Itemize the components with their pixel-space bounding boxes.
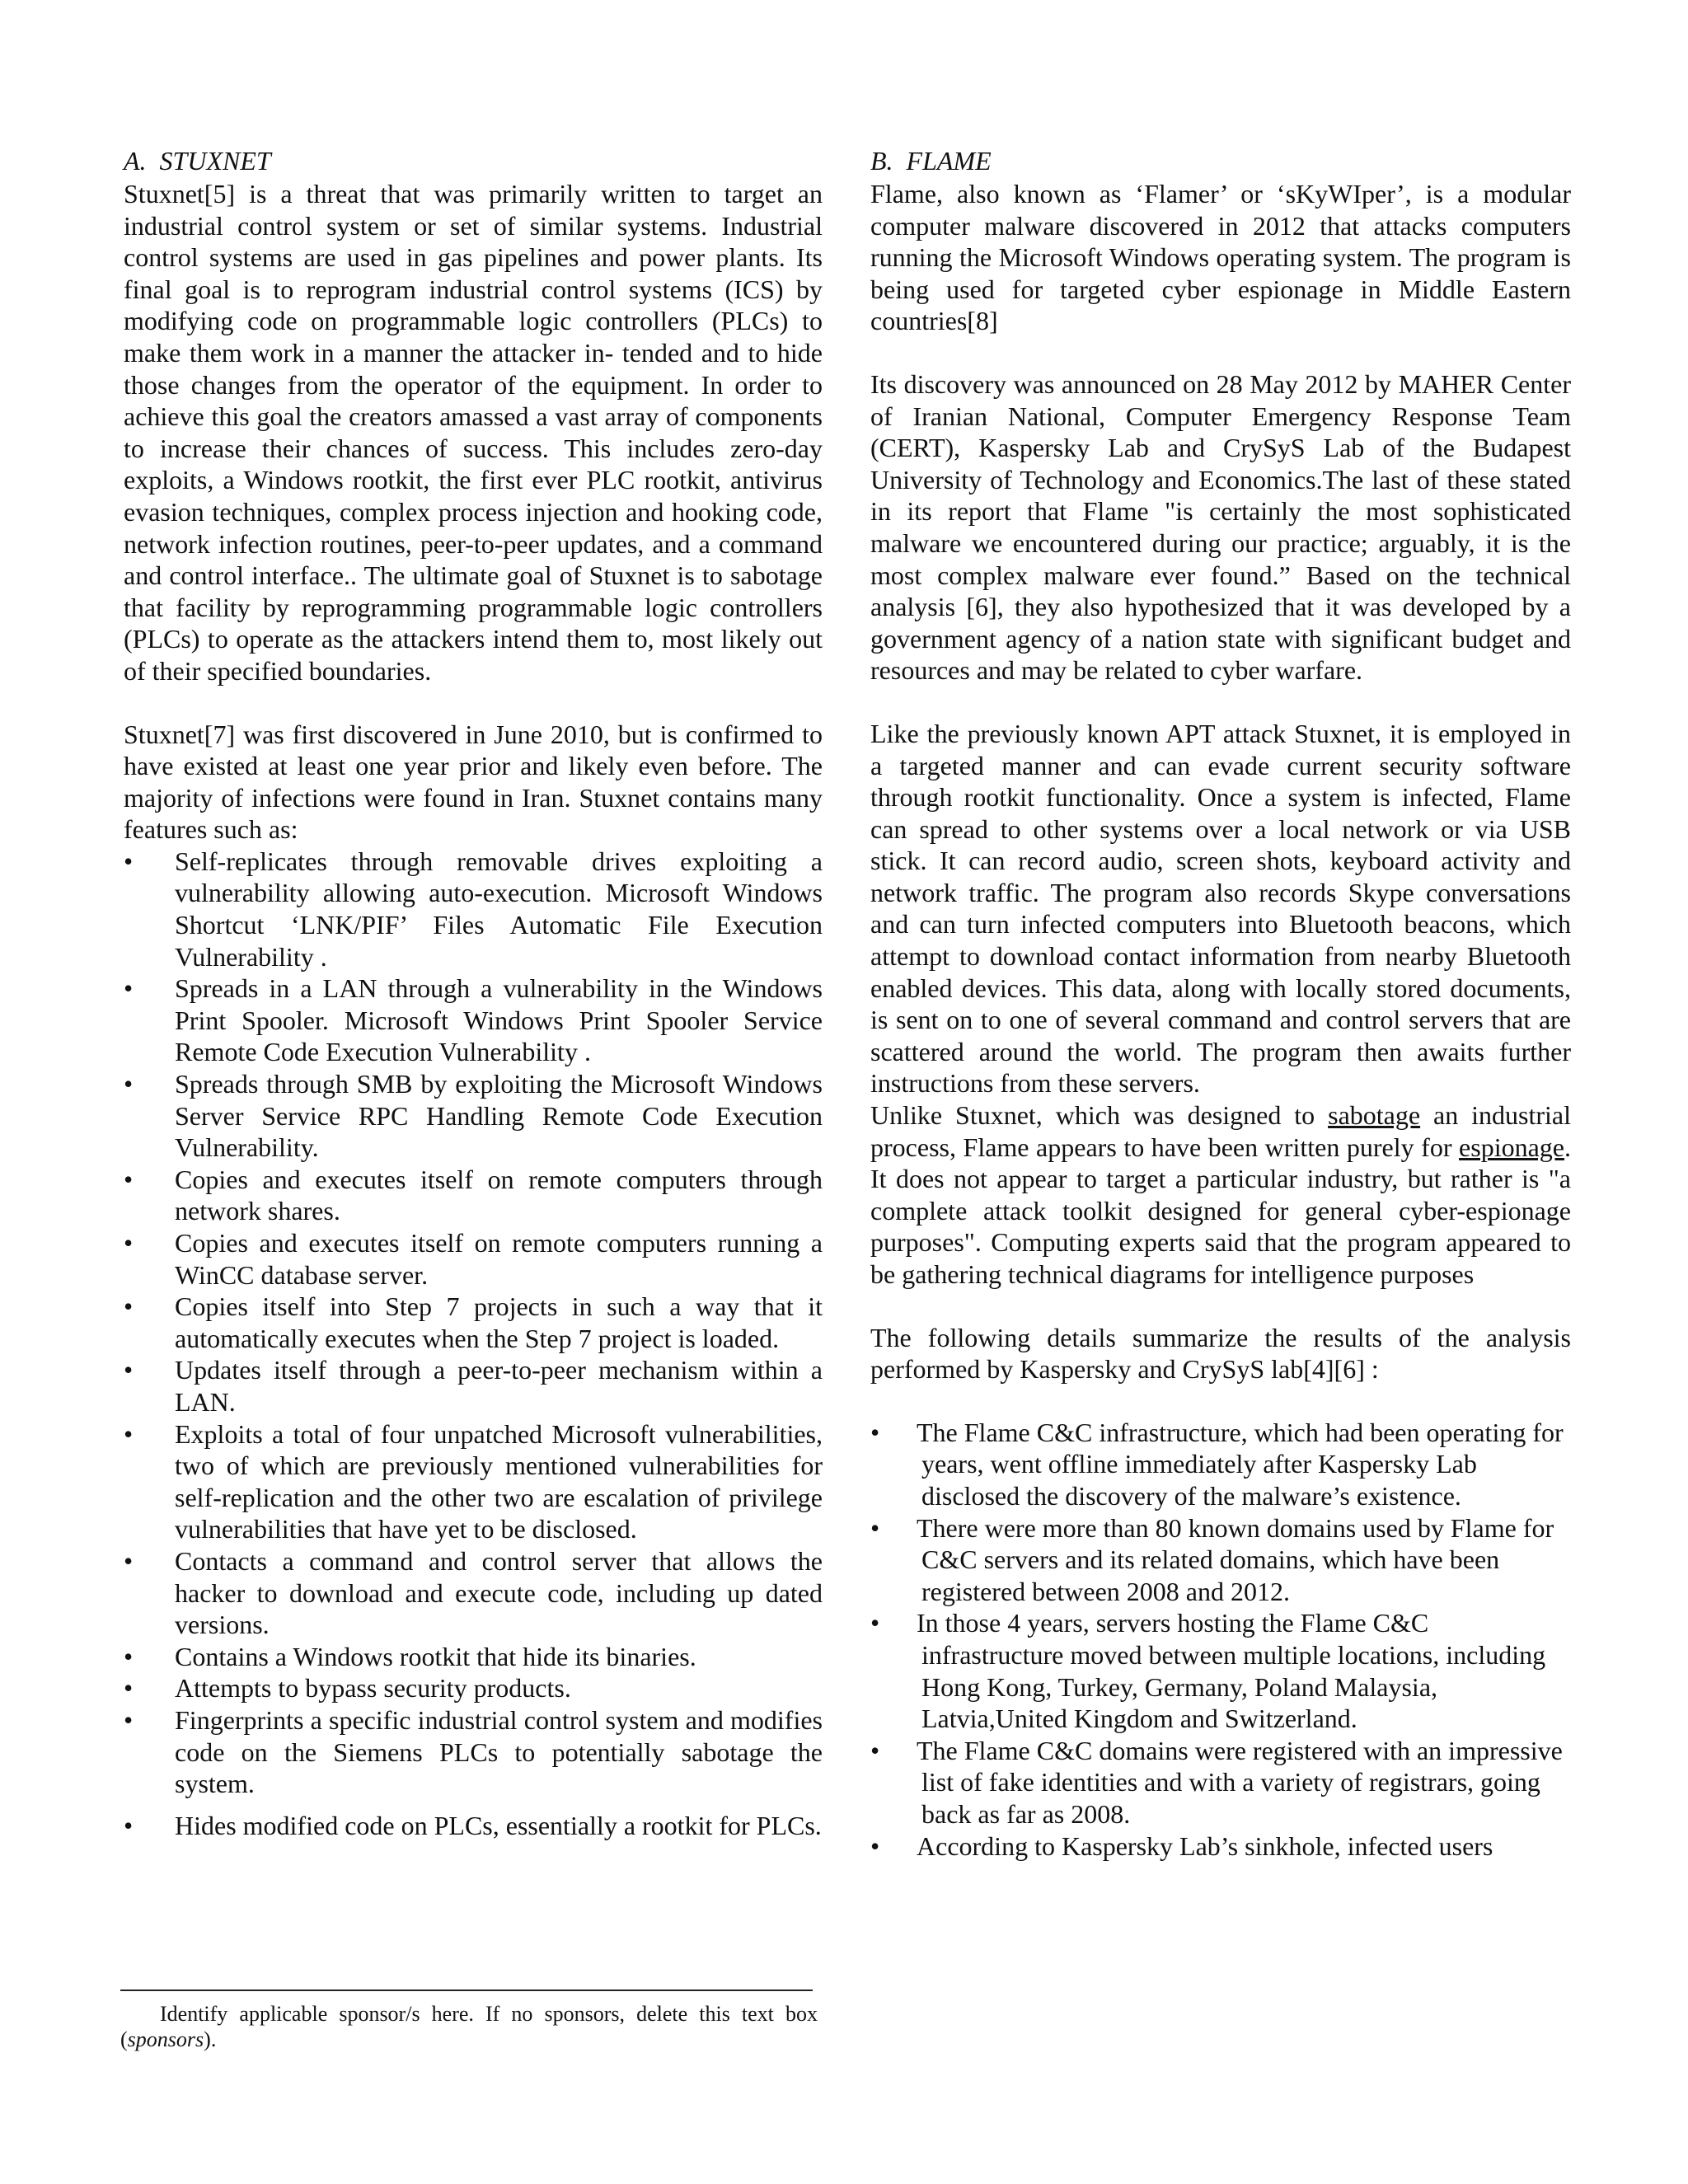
section-number: A. (124, 146, 147, 176)
section-number: B. (870, 146, 893, 176)
footnote-divider (120, 1990, 813, 1991)
stuxnet-paragraph-1: Stuxnet[5] is a threat that was primarily written to target an industrial control system or set of similar systems. Industrial control systems are used in gas pipelines and power plants. Its final goal is to reprogram industrial control systems (ICS) by modifying code on programmable logic controllers (PLCs) to make them work in a manner the attacker in- tended and to hide those changes from the operator of the equipment. In order to achieve this goal the creators amassed a vast array of components to increase their chances of success. This includes zero-day exploits, a Windows rootkit, the first ever PLC rootkit, antivirus evasion techniques, complex process injection and hooking code, network infection routines, peer-to-peer updates, and a command and control interface.. The ultimate goal of Stuxnet is to sabotage that facility by reprogramming programmable logic controllers (PLCs) to operate as the attackers intend them to, most likely out of their specified boundaries. (124, 179, 823, 686)
list-item: • Updates itself through a peer-to-peer mechanism within a LAN. (124, 1355, 823, 1417)
stuxnet-feature-list (124, 846, 823, 1841)
bullet-icon: • (124, 1228, 134, 1258)
list-item: • Fingerprints a specific industrial control system and modifies code on the Siemens PLCs to potentially sabotage the system. (124, 1704, 823, 1799)
list-item: • Exploits a total of four unpatched Microsoft vulnerabilities, two of which are previously mentioned vulnerabilities for self-replication and the other two are escalation of privilege vulnerabilities that have yet to be disclosed. (124, 1418, 823, 1544)
flame-paragraph-1: Flame, also known as ‘Flamer’ or ‘sKyWIper’, is a modular computer malware discovered in 2012 that attacks computers running the Microsoft Windows operating system. The program is being used for targeted cyber espionage in Middle Eastern countries[8] (870, 179, 1571, 336)
bullet-icon: • (124, 1069, 134, 1099)
flame-paragraph-3: Like the previously known APT attack Stuxnet, it is employed in a targeted manner and can evade current security software through rootkit functionality. Once a system is infected, Flame can spread to other systems over a local network or via USB stick. It can record audio, screen shots, keyboard activity and network traffic. The program also records Skype conversations and can turn infected computers into Bluetooth beacons, which attempt to download contact information from nearby Bluetooth enabled devices. This data, along with locally stored documents, is sent on to one of several command and control servers that are scattered around the world. The program then awaits further instructions from these servers. (870, 718, 1571, 1099)
section-title: STUXNET (159, 146, 271, 176)
list-item: • Self-replicates through removable drives exploiting a vulnerability allowing auto-execution. Microsoft Windows Shortcut ‘LNK/PIF’ Files Automatic File Execution Vulnerability . (124, 846, 823, 972)
bullet-icon: • (124, 1418, 134, 1449)
bullet-icon: • (870, 1512, 880, 1543)
list-item: • Attempts to bypass security products. (124, 1673, 571, 1704)
bullet-icon: • (124, 1673, 134, 1704)
bullet-icon: • (124, 1355, 134, 1385)
bullet-icon: • (124, 1704, 134, 1735)
list-item: • The Flame C&C infrastructure, which had been operating for years, went offline immediately after Kaspersky Lab disclosed the discovery of the malware’s existence. (870, 1417, 1564, 1511)
list-item: • In those 4 years, servers hosting the Flame C&C infrastructure moved between multiple locations, including Hong Kong, Turkey, Germany, Poland Malaysia, Latvia,United Kingdom and Switzerland. (870, 1608, 1546, 1734)
flame-details-list (870, 1417, 1571, 1862)
stuxnet-paragraph-2: Stuxnet[7] was first discovered in June 2010, but is confirmed to have existed at least one year prior and likely even before. The majority of infections were found in Iran. Stuxnet contains many features such as: (124, 719, 823, 845)
list-item: • Copies itself into Step 7 projects in such a way that it automatically executes when the Step 7 project is loaded. (124, 1291, 823, 1353)
bullet-icon: • (124, 973, 134, 1004)
sabotage-link[interactable]: sabotage (1328, 1100, 1421, 1131)
list-item: • Contains a Windows rootkit that hide its binaries. (124, 1641, 696, 1671)
list-item: • There were more than 80 known domains used by Flame for C&C servers and its related domains, which have been registered between 2008 and 2012. (870, 1512, 1554, 1606)
section-heading-flame (870, 145, 1571, 176)
bullet-icon: • (124, 1291, 134, 1322)
left-column (124, 145, 823, 1841)
list-item: • Hides modified code on PLCs, essentially a rootkit for PLCs. (124, 1810, 822, 1840)
bullet-icon: • (870, 1735, 880, 1765)
bullet-icon: • (124, 1545, 134, 1576)
list-item: • Spreads through SMB by exploiting the Microsoft Windows Server Service RPC Handling Remote Code Execution Vulnerability. (124, 1069, 823, 1163)
list-item: • Copies and executes itself on remote computers running a WinCC database server. (124, 1228, 823, 1290)
list-item: • Contacts a command and control server that allows the hacker to download and execute code, including up dated versions. (124, 1545, 823, 1640)
bullet-icon: • (124, 846, 134, 876)
bullet-icon: • (870, 1830, 880, 1861)
flame-paragraph-2: Its discovery was announced on 28 May 2012 by MAHER Center of Iranian National, Computer Emergency Response Team (CERT), Kaspersky Lab and CrySyS Lab of the Budapest University of Technology and Economics.The last of these stated in its report that Flame "is certainly the most sophisticated malware we encountered during our practice; arguably, it is the most complex malware ever found.” Based on the technical analysis [6], they also hypothesized that it was developed by a government agency of a nation state with significant budget and resources and may be related to cyber warfare. (870, 368, 1571, 686)
list-item: • Spreads in a LAN through a vulnerability in the Windows Print Spooler. Microsoft Windows Print Spooler Service Remote Code Execution Vulnerability . (124, 973, 823, 1067)
footnote-italic: sponsors (127, 2027, 204, 2051)
flame-paragraph-4: Unlike Stuxnet, which was designed to sabotage an industrial process, Flame appears to have been written purely for espionage. It does not appear to target a particular industry, but rather is "a complete attack toolkit designed for general cyber-espionage purposes". Computing experts said that the program appeared to be gathering technical diagrams for intelligence purposes (870, 1100, 1572, 1289)
right-column (870, 145, 1571, 1862)
footnote: Identify applicable sponsor/s here. If no sponsors, delete this text box (sponsors). (120, 2002, 818, 2051)
list-item: • According to Kaspersky Lab’s sinkhole, infected users (870, 1830, 1493, 1861)
section-heading-stuxnet (124, 145, 823, 176)
section-title: FLAME (906, 146, 992, 176)
bullet-icon: • (124, 1164, 134, 1194)
espionage-link[interactable]: espionage (1459, 1132, 1564, 1162)
bullet-icon: • (870, 1608, 880, 1638)
list-item: • The Flame C&C domains were registered with an impressive list of fake identities and with a variety of registrars, going back as far as 2008. (870, 1735, 1563, 1829)
bullet-icon: • (124, 1641, 134, 1671)
bullet-icon: • (870, 1417, 880, 1447)
flame-paragraph-5: The following details summarize the results of the analysis performed by Kaspersky and CrySyS lab[4][6] : (870, 1322, 1571, 1385)
bullet-icon: • (124, 1810, 134, 1840)
list-item: • Copies and executes itself on remote computers through network shares. (124, 1164, 823, 1226)
